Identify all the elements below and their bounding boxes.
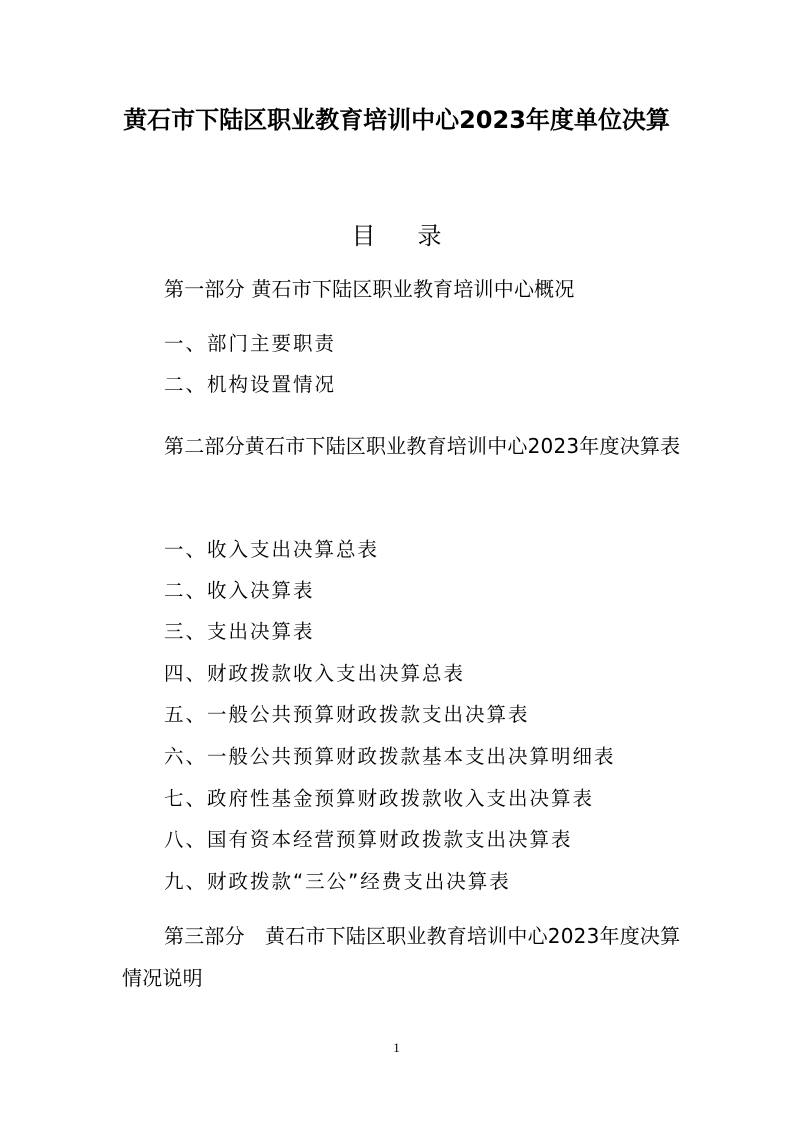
- part2-item-5: 五、一般公共预算财政拨款支出决算表: [164, 703, 530, 726]
- part2-item-7: 七、政府性基金预算财政拨款收入支出决算表: [164, 787, 595, 810]
- part2-item-3: 三、支出决算表: [164, 620, 315, 643]
- part2-item-2: 二、收入决算表: [164, 579, 315, 602]
- part1-title: 第一部分 黄石市下陆区职业教育培训中心概况: [164, 277, 575, 301]
- part2-item-6: 六、一般公共预算财政拨款基本支出决算明细表: [164, 745, 616, 768]
- toc-heading-char-1: 目: [351, 222, 376, 250]
- part2-item-9: 九、财政拨款“三公”经费支出决算表: [164, 870, 511, 893]
- part1-item-2: 二、机构设置情况: [164, 373, 337, 396]
- part2-item-8: 八、国有资本经营预算财政拨款支出决算表: [164, 828, 573, 851]
- part1-item-1: 一、部门主要职责: [164, 332, 337, 355]
- part2-item-1: 一、收入支出决算总表: [164, 538, 380, 561]
- toc-heading-char-2: 录: [417, 222, 442, 250]
- part3-title: 第三部分 黄石市下陆区职业教育培训中心2023年度决算情况说明: [122, 924, 681, 990]
- part2-title: 第二部分黄石市下陆区职业教育培训中心2023年度决算表: [164, 434, 681, 458]
- part2-item-4: 四、财政拨款收入支出决算总表: [164, 662, 466, 685]
- page-number: 1: [393, 1040, 400, 1055]
- toc-heading: [0, 216, 793, 251]
- document-title: 黄石市下陆区职业教育培训中心2023年度单位决算: [123, 106, 670, 134]
